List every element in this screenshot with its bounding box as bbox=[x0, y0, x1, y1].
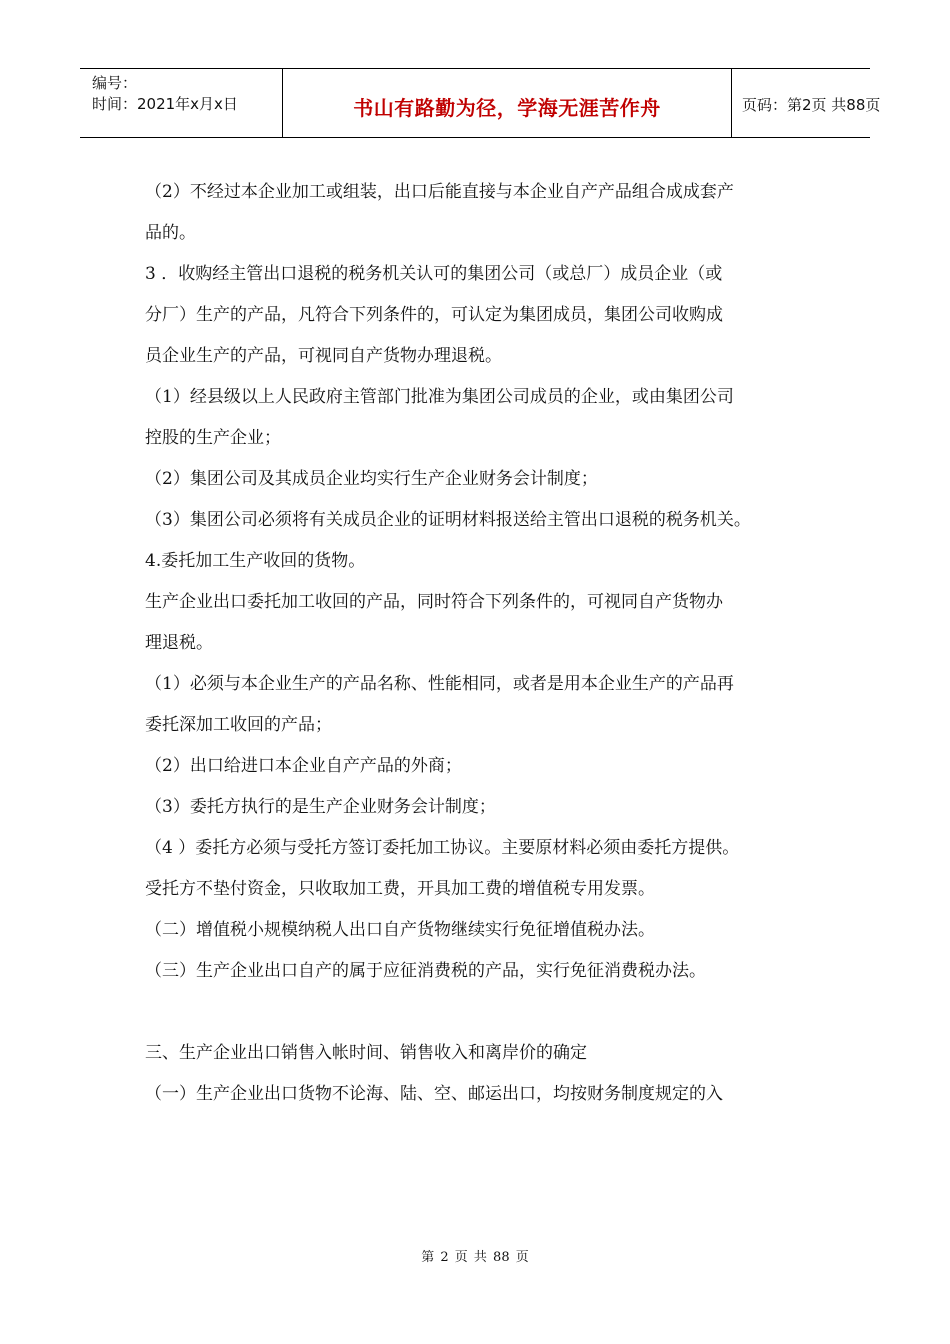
body-paragraph: 4.委托加工生产收回的货物。 bbox=[145, 551, 366, 571]
page-footer: 第 2 页 共 88 页 bbox=[421, 1250, 529, 1265]
body-paragraph: 品的。 bbox=[145, 223, 196, 243]
body-paragraph: 分厂）生产的产品，凡符合下列条件的，可认定为集团成员，集团公司收购成 bbox=[145, 305, 723, 325]
body-paragraph: （1）经县级以上人民政府主管部门批准为集团公司成员的企业，或由集团公司 bbox=[145, 387, 734, 407]
body-paragraph: 生产企业出口委托加工收回的产品，同时符合下列条件的，可视同自产货物办 bbox=[145, 592, 723, 612]
body-paragraph: 受托方不垫付资金，只收取加工费，开具加工费的增值税专用发票。 bbox=[145, 879, 655, 899]
header-page-info: 页码：第2页 共88页 bbox=[742, 96, 881, 114]
body-paragraph: 控股的生产企业； bbox=[145, 428, 281, 448]
body-paragraph: 委托深加工收回的产品； bbox=[145, 715, 332, 735]
body-paragraph: （1）必须与本企业生产的产品名称、性能相同，或者是用本企业生产的产品再 bbox=[145, 674, 734, 694]
document-body bbox=[145, 172, 825, 1115]
header-motto: 书山有路勤为径，学海无涯苦作舟 bbox=[353, 96, 661, 120]
blank-line bbox=[145, 992, 825, 1033]
body-paragraph: （2）不经过本企业加工或组装，出口后能直接与本企业自产产品组合成成套产 bbox=[145, 182, 734, 202]
header-motto-cell bbox=[283, 69, 732, 137]
body-paragraph: （一）生产企业出口货物不论海、陆、空、邮运出口，均按财务制度规定的入 bbox=[145, 1084, 723, 1104]
body-paragraph: （2）出口给进口本企业自产产品的外商； bbox=[145, 756, 462, 776]
body-paragraph: （三）生产企业出口自产的属于应征消费税的产品，实行免征消费税办法。 bbox=[145, 961, 706, 981]
header-page-cell bbox=[732, 69, 881, 137]
body-paragraph: 员企业生产的产品，可视同自产货物办理退税。 bbox=[145, 346, 502, 366]
body-paragraph: （二）增值税小规模纳税人出口自产货物继续实行免征增值税办法。 bbox=[145, 920, 655, 940]
body-paragraph: （2）集团公司及其成员企业均实行生产企业财务会计制度； bbox=[145, 469, 598, 489]
body-paragraph: （4 ）委托方必须与受托方签订委托加工协议。主要原材料必须由委托方提供。 bbox=[145, 838, 740, 858]
body-paragraph: （3）集团公司必须将有关成员企业的证明材料报送给主管出口退税的税务机关。 bbox=[145, 510, 751, 530]
document-number-label: 编号： bbox=[92, 74, 138, 92]
page-header bbox=[80, 68, 881, 138]
body-paragraph: 三、生产企业出口销售入帐时间、销售收入和离岸价的确定 bbox=[145, 1043, 587, 1063]
header-meta-cell bbox=[80, 69, 283, 137]
body-paragraph: （3）委托方执行的是生产企业财务会计制度； bbox=[145, 797, 496, 817]
document-time-label: 时间：2021年x月x日 bbox=[92, 95, 238, 113]
body-paragraph: 理退税。 bbox=[145, 633, 213, 653]
body-paragraph: 3 ．收购经主管出口退税的税务机关认可的集团公司（或总厂）成员企业（或 bbox=[145, 264, 723, 284]
